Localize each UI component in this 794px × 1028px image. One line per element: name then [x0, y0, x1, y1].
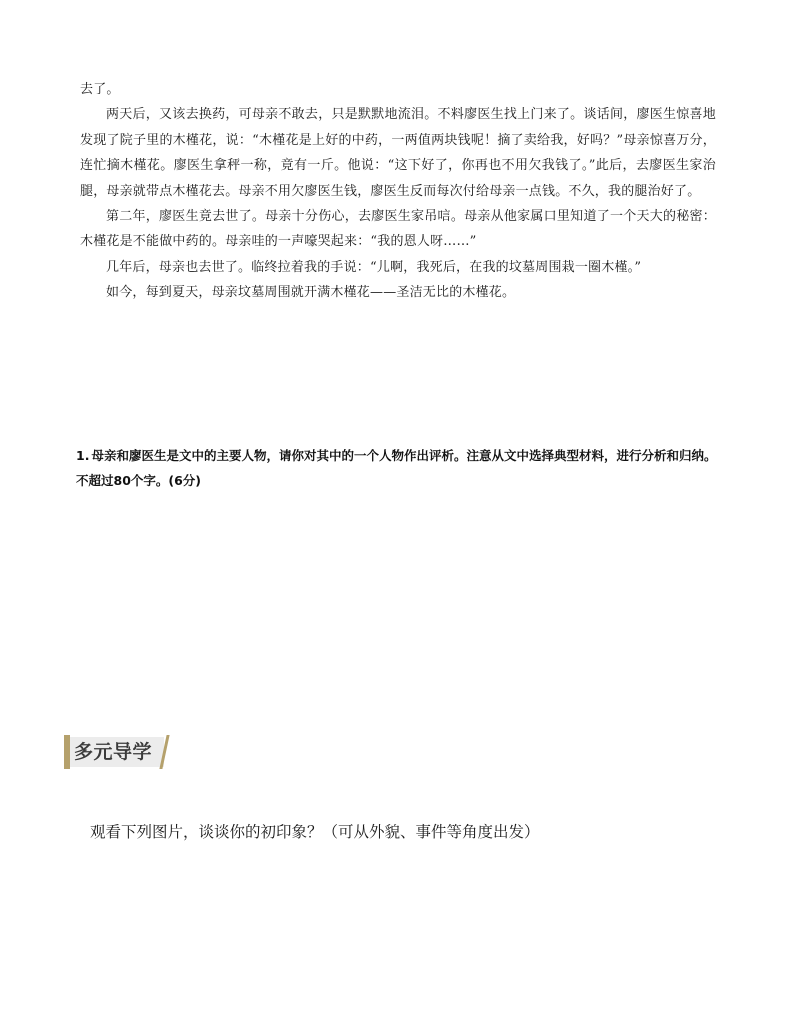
story-paragraph-4: 几年后，母亲也去世了。临终拉着我的手说：“儿啊，我死后，在我的坟墓周围栽一圈木槿。” — [106, 259, 642, 275]
story-paragraph-3: 第二年，廖医生竟去世了。母亲十分伤心，去廖医生家吊唁。母亲从他家属口里知道了一个天大的秘密：木槿花是不能做中药的。母亲哇的一声嚎哭起来：“我的恩人呀……” — [80, 209, 716, 250]
question-1 — [76, 443, 722, 493]
section-banner-accent-bar — [64, 735, 70, 769]
question-text: 母亲和廖医生是文中的主要人物，请你对其中的一个人物作出评析。注意从文中选择典型材料，进行分析和归纳。不超过80个字。(6分) — [76, 448, 717, 488]
question-number: 1. — [76, 448, 90, 463]
discussion-prompt: 观看下列图片，谈谈你的初印象？（可从外貌、事件等角度出发） — [90, 823, 540, 841]
section-title: 多元导学 — [74, 741, 153, 763]
story-paragraph-2: 两天后，又该去换药，可母亲不敢去，只是默默地流泪。不料廖医生找上门来了。谈话间，廖医生惊喜地发现了院子里的木槿花，说：“木槿花是上好的中药，一两值两块钱呢！摘了卖给我，好吗？”母亲惊喜万分，连忙摘木槿花。廖医生拿秤一称，竟有一斤。他说：“这下好了，你再也不用欠我钱了。”此后，去廖医生家治腿，母亲就带点木槿花去。母亲不用欠廖医生钱，廖医生反而每次付给母亲一点钱。不久，我的腿治好了。 — [80, 107, 716, 199]
story-text — [80, 77, 716, 306]
story-paragraph-1: 去了。 — [80, 82, 120, 97]
section-banner — [64, 735, 168, 767]
story-paragraph-5: 如今，每到夏天，母亲坟墓周围就开满木槿花——圣洁无比的木槿花。 — [106, 285, 516, 301]
